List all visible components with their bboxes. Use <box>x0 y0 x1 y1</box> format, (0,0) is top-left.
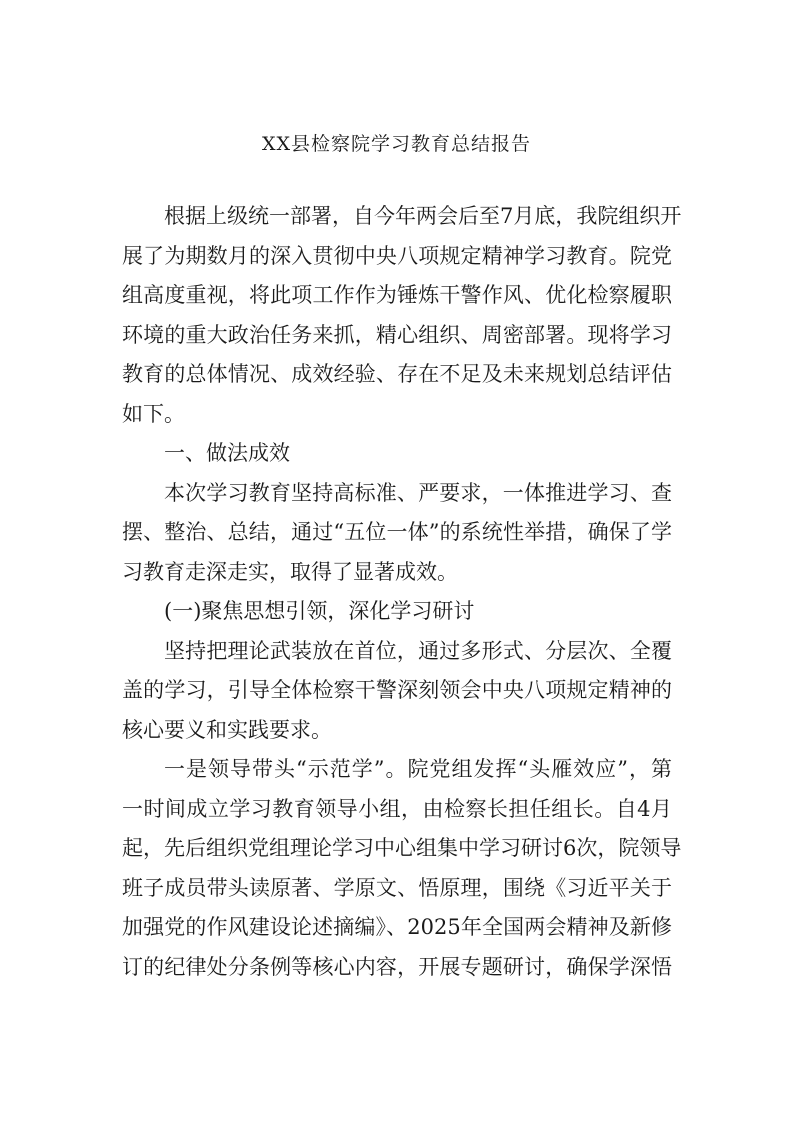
text-line: 摆、整治、总结，通过“五位一体”的系统性举措，确保了学 <box>122 520 672 544</box>
text-line: 组高度重视，将此项工作作为锤炼干警作风、优化检察履职 <box>122 283 672 307</box>
text-line: 根据上级统一部署，自今年两会后至7月底，我院组织开 <box>164 204 682 228</box>
document-body <box>122 197 682 987</box>
text-line: 核心要义和实践要求。 <box>122 717 332 742</box>
text-line: 本次学习教育坚持高标准、严要求，一体推进学习、查 <box>164 480 672 505</box>
text-line: 展了为期数月的深入贯彻中央八项规定精神学习教育。院党 <box>122 243 672 268</box>
text-line: 习教育走深走实，取得了显著成效。 <box>122 559 458 584</box>
text-line: 一时间成立学习教育领导小组，由检察长担任组长。自4月 <box>122 796 672 821</box>
text-line: 盖的学习，引导全体检察干警深刻领会中央八项规定精神的 <box>122 678 672 702</box>
text-line: 加强党的作风建设论述摘编》、2025年全国两会精神及新修 <box>122 915 672 939</box>
text-line: 一、做法成效 <box>164 441 290 465</box>
text-line: 班子成员带头读原著、学原文、悟原理，围绕《习近平关于 <box>122 875 672 900</box>
text-line: 订的纪律处分条例等核心内容，开展专题研讨，确保学深悟 <box>122 954 672 979</box>
text-line: 一是领导带头“示范学”。院党组发挥“头雁效应”，第 <box>164 757 672 781</box>
text-line: (一)聚焦思想引领，深化学习研讨 <box>164 599 475 623</box>
text-line: 坚持把理论武装放在首位，通过多形式、分层次、全覆 <box>164 638 672 663</box>
text-line: 如下。 <box>122 401 185 426</box>
text-line: 起，先后组织党组理论学习中心组集中学习研讨6次，院领导 <box>122 836 682 860</box>
text-line: 教育的总体情况、成效经验、存在不足及未来规划总结评估 <box>122 362 672 386</box>
document-title: XX县检察院学习教育总结报告 <box>261 133 532 155</box>
text-line: 环境的重大政治任务来抓，精心组织、周密部署。现将学习 <box>122 322 672 347</box>
